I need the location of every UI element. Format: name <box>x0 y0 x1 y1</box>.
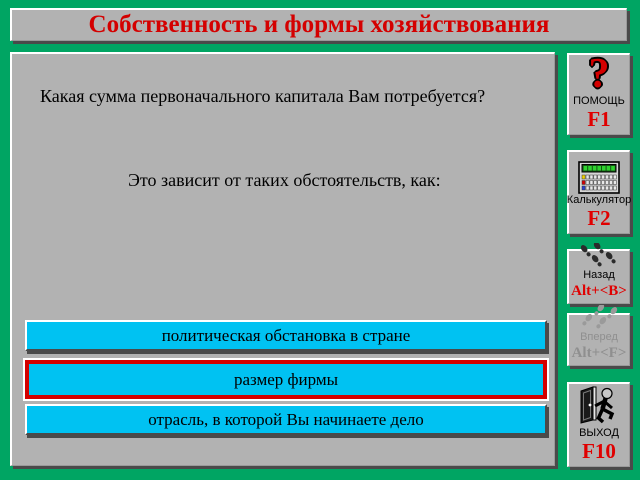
prompt-text: Это зависит от таких обстоятельств, как: <box>128 170 441 190</box>
forward-key: Alt+<F> <box>571 345 627 361</box>
back-button[interactable] <box>567 249 630 304</box>
forward-label: Вперед <box>580 331 618 343</box>
option-label: отрасль, в которой Вы начинаете дело <box>148 409 424 429</box>
page-title: Собственность и формы хозяйствования <box>88 11 550 38</box>
forward-button[interactable] <box>567 313 630 366</box>
option-label: размер фирмы <box>233 369 339 389</box>
help-label: ПОМОЩЬ <box>573 95 625 107</box>
option-button-industry[interactable] <box>25 404 547 435</box>
calculator-button[interactable] <box>567 150 630 234</box>
footprints-back-icon <box>577 243 621 269</box>
option-button-political-situation[interactable] <box>25 320 547 351</box>
option-label: политическая обстановка в стране <box>161 325 411 345</box>
help-button[interactable] <box>567 53 630 135</box>
content-panel <box>10 52 555 466</box>
back-label: Назад <box>583 269 615 281</box>
exit-key: F10 <box>582 439 616 463</box>
footprints-forward-icon <box>577 305 621 331</box>
title-bar <box>10 8 627 41</box>
options-list <box>25 320 547 444</box>
help-key: F1 <box>587 107 611 131</box>
exit-button[interactable] <box>567 382 630 467</box>
calculator-icon <box>578 161 620 194</box>
exit-door-icon <box>576 385 622 427</box>
calculator-key: F2 <box>587 206 611 230</box>
calculator-label: Калькулятор <box>566 194 632 206</box>
question-mark-icon: ? <box>588 51 610 97</box>
back-key: Alt+<B> <box>571 283 627 299</box>
exit-label: ВЫХОД <box>579 427 619 439</box>
question-text: Какая сумма первоначального капитала Вам потребуется? <box>40 86 486 106</box>
option-button-firm-size[interactable] <box>25 360 547 399</box>
